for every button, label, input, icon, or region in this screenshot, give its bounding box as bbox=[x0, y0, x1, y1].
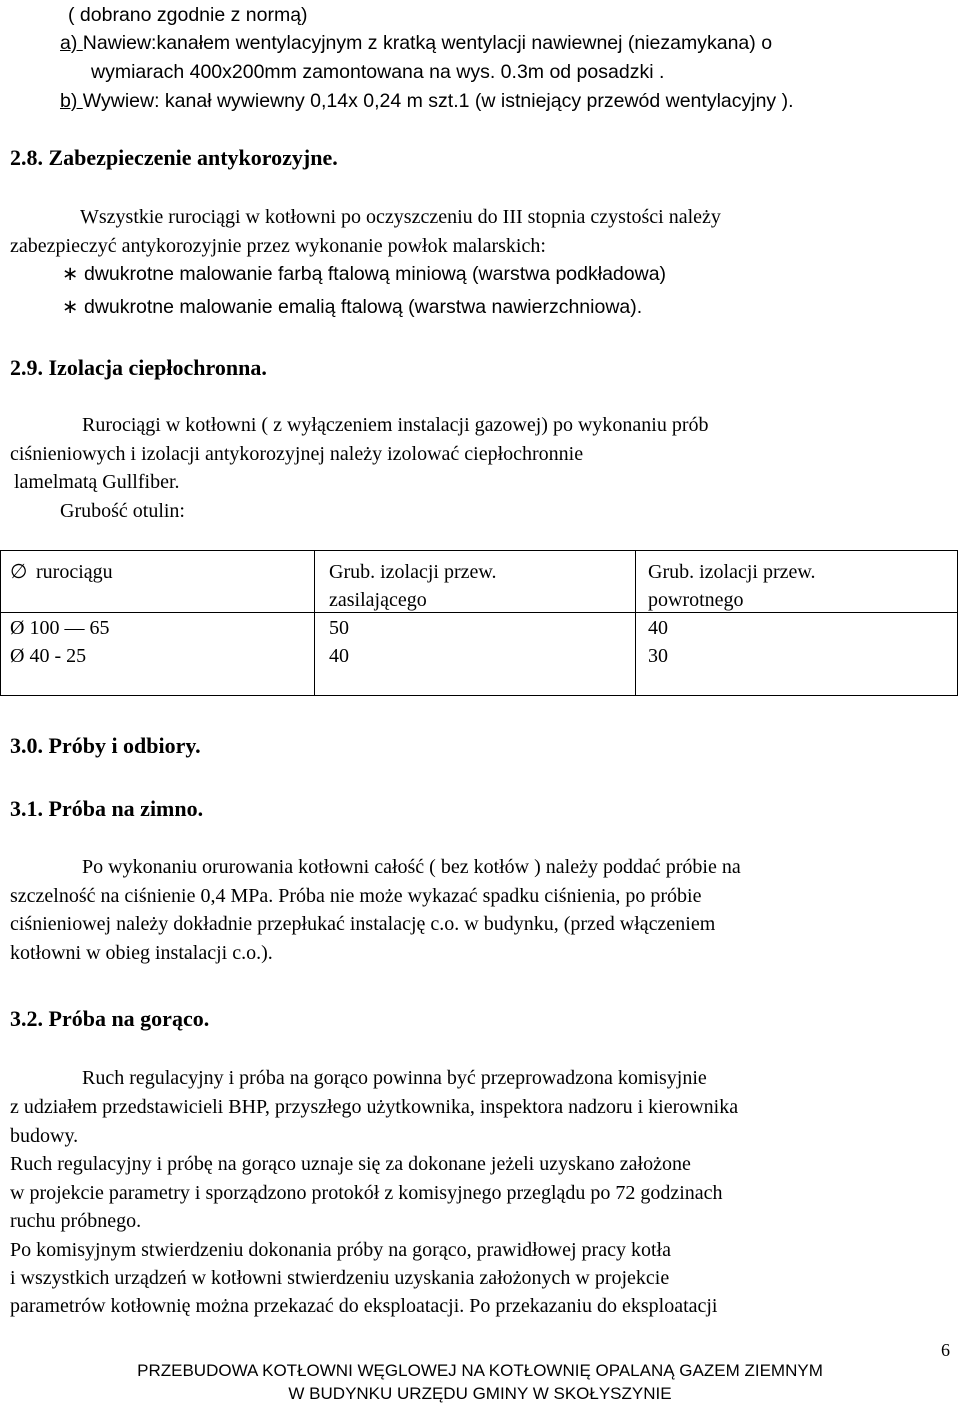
intro-line: ( dobrano zgodnie z normą) bbox=[68, 4, 308, 26]
table-header-label: rurociągu bbox=[36, 561, 113, 583]
table-divider bbox=[314, 551, 315, 695]
item-b-label: b) bbox=[60, 90, 83, 112]
paragraph-line: parametrów kotłownię można przekazać do eksploatacji. Po przekazaniu do eksploatacji bbox=[10, 1295, 718, 1317]
footer-line: PRZEBUDOWA KOTŁOWNI WĘGLOWEJ NA KOTŁOWNIĘ OPALANĄ GAZEM ZIEMNYM bbox=[137, 1361, 823, 1380]
table-header-label: Grub. izolacji przew. bbox=[329, 561, 497, 583]
paragraph-line: ciśnieniowych i izolacji antykorozyjnej należy izolować ciepłochronnie bbox=[10, 443, 584, 465]
bullet-text: dwukrotne malowanie farbą ftalową miniową (warstwa podkładowa) bbox=[84, 263, 667, 285]
insulation-table bbox=[0, 550, 958, 696]
item-b-text: Wywiew: kanał wywiewny 0,14x 0,24 m szt.1 (w istniejący przewód wentylacyjny ). bbox=[82, 90, 794, 112]
table-cell-supply: 50 bbox=[329, 617, 349, 639]
table-header-label: zasilającego bbox=[329, 589, 427, 611]
table-divider bbox=[635, 551, 636, 695]
paragraph-line: lamelmatą Gullfiber. bbox=[14, 471, 180, 493]
paragraph-line: Rurociągi w kotłowni ( z wyłączeniem instalacji gazowej) po wykonaniu prób bbox=[82, 414, 709, 436]
table-header-label: Grub. izolacji przew. bbox=[648, 561, 816, 583]
paragraph-line: Wszystkie rurociągi w kotłowni po oczyszczeniu do III stopnia czystości należy bbox=[80, 206, 721, 228]
asterisk-bullet-icon: ∗ bbox=[62, 263, 79, 285]
paragraph-line: Ruch regulacyjny i próba na gorąco powinna być przeprowadzona komisyjnie bbox=[82, 1067, 707, 1089]
table-cell-return: 30 bbox=[648, 645, 668, 667]
paragraph-line: ruchu próbnego. bbox=[10, 1210, 142, 1232]
footer-line: W BUDYNKU URZĘDU GMINY W SKOŁYSZYNIE bbox=[288, 1384, 672, 1403]
table-row bbox=[10, 614, 109, 670]
paragraph-line: kotłowni w obieg instalacji c.o.). bbox=[10, 942, 273, 964]
paragraph-line: szczelność na ciśnienie 0,4 MPa. Próba nie może wykazać spadku ciśnienia, po próbie bbox=[10, 885, 702, 907]
asterisk-bullet-icon: ∗ bbox=[62, 296, 79, 318]
table-row bbox=[329, 614, 349, 670]
item-b bbox=[60, 89, 794, 113]
table-header-diameter bbox=[10, 558, 113, 586]
table-header-label: powrotnego bbox=[648, 589, 744, 611]
table-row bbox=[648, 614, 668, 670]
table-cell-diameter: Ø 100 — 65 bbox=[10, 617, 110, 639]
page-number: 6 bbox=[941, 1340, 950, 1360]
section-heading-3-2: 3.2. Próba na gorąco. bbox=[10, 1006, 210, 1031]
paragraph-line: Grubość otulin: bbox=[60, 500, 185, 522]
table-cell-return: 40 bbox=[648, 617, 668, 639]
section-heading-3-0: 3.0. Próby i odbiory. bbox=[10, 733, 201, 758]
diameter-symbol-icon: ∅ bbox=[10, 561, 28, 583]
paragraph-line: Ruch regulacyjny i próbę na gorąco uznaje się za dokonane jeżeli uzyskano założone bbox=[10, 1153, 691, 1175]
item-a-continuation: wymiarach 400x200mm zamontowana na wys. 0.3m od posadzki . bbox=[91, 61, 665, 83]
item-a bbox=[60, 31, 772, 55]
paragraph-line: Po komisyjnym stwierdzeniu dokonania próby na gorąco, prawidłowej pracy kotła bbox=[10, 1239, 671, 1261]
section-heading-2-8: 2.8. Zabezpieczenie antykorozyjne. bbox=[10, 145, 338, 170]
paragraph-line: Po wykonaniu orurowania kotłowni całość ( bez kotłów ) należy poddać próbie na bbox=[82, 856, 741, 878]
bullet-item bbox=[62, 262, 666, 286]
item-a-text: Nawiew:kanałem wentylacyjnym z kratką wentylacji nawiewnej (niezamykana) o bbox=[82, 32, 773, 54]
paragraph-line: ciśnieniowej należy dokładnie przepłukać instalację c.o. w budynku, (przed włączeniem bbox=[10, 913, 716, 935]
paragraph-line: z udziałem przedstawicieli BHP, przyszłego użytkownika, inspektora nadzoru i kierownika bbox=[10, 1096, 739, 1118]
table-cell-supply: 40 bbox=[329, 645, 349, 667]
paragraph-line: w projekcie parametry i sporządzono protokół z komisyjnego przeglądu po 72 godzinach bbox=[10, 1182, 723, 1204]
bullet-text: dwukrotne malowanie emalią ftalową (warstwa nawierzchniowa). bbox=[84, 296, 643, 318]
section-heading-2-9: 2.9. Izolacja ciepłochronna. bbox=[10, 355, 267, 380]
table-header-supply bbox=[329, 558, 497, 614]
table-cell-diameter: Ø 40 - 25 bbox=[10, 645, 87, 667]
paragraph-line: i wszystkich urządzeń w kotłowni stwierdzeniu uzyskania założonych w projekcie bbox=[10, 1267, 670, 1289]
table-header-return bbox=[648, 558, 816, 614]
paragraph-line: zabezpieczyć antykorozyjnie przez wykonanie powłok malarskich: bbox=[10, 235, 546, 257]
section-heading-3-1: 3.1. Próba na zimno. bbox=[10, 796, 204, 821]
bullet-item bbox=[62, 295, 642, 319]
item-a-label: a) bbox=[60, 32, 83, 54]
paragraph-line: budowy. bbox=[10, 1125, 79, 1147]
